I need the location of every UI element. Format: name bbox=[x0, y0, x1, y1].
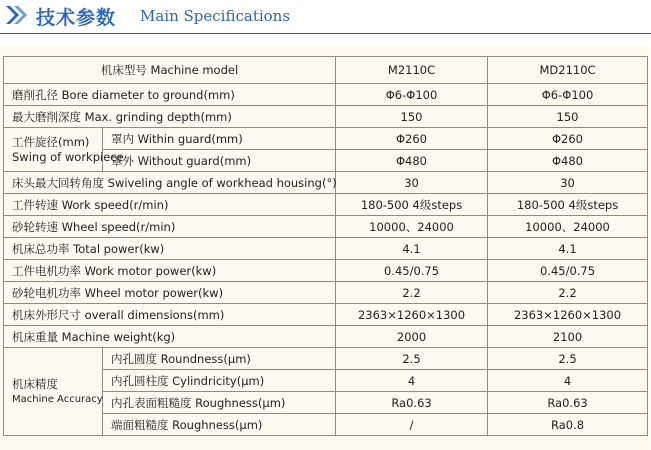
table-row bbox=[4, 106, 648, 128]
row-value-1: 0.45/0.75 bbox=[336, 260, 488, 282]
row-value-2: Φ260 bbox=[488, 128, 648, 150]
row-value-2: 4.1 bbox=[488, 238, 648, 260]
swing-group-cell bbox=[4, 128, 124, 172]
row-value-2: 4 bbox=[488, 370, 648, 392]
row-value-1: 180-500 4级steps bbox=[336, 194, 488, 216]
row-value-1: Ra0.63 bbox=[336, 392, 488, 414]
double-chevron-right-icon bbox=[4, 3, 30, 27]
row-value-2: 2.2 bbox=[488, 282, 648, 304]
swing-group-en: Swing of workpiece bbox=[12, 149, 124, 164]
table-row bbox=[4, 172, 648, 194]
page-title-en: Main Specifications bbox=[140, 7, 291, 25]
header-label: 机床型号 Machine model bbox=[4, 57, 336, 84]
row-value-1: 2363×1260×1300 bbox=[336, 304, 488, 326]
row-value-2: 2363×1260×1300 bbox=[488, 304, 648, 326]
table-row bbox=[4, 326, 648, 348]
row-label: 内孔表面粗糙度 Roughness(μm) bbox=[103, 392, 336, 414]
row-value-2: 2.5 bbox=[488, 348, 648, 370]
table-row bbox=[4, 304, 648, 326]
table-row bbox=[4, 238, 648, 260]
row-label: 罩内 Within guard(mm) bbox=[103, 128, 336, 150]
row-value-1: 2.2 bbox=[336, 282, 488, 304]
row-value-1: 2000 bbox=[336, 326, 488, 348]
spec-sheet bbox=[0, 46, 650, 450]
row-value-1: 10000、24000 bbox=[336, 216, 488, 238]
row-label: 罩外 Without guard(mm) bbox=[103, 150, 336, 172]
table-row bbox=[4, 260, 648, 282]
row-label: 机床重量 Machine weight(kg) bbox=[4, 326, 336, 348]
spec-table bbox=[3, 56, 648, 436]
accuracy-group-cell bbox=[4, 348, 103, 436]
row-value-1: 30 bbox=[336, 172, 488, 194]
row-value-1: 4 bbox=[336, 370, 488, 392]
table-header-row bbox=[4, 57, 648, 84]
page-title-zh: 技术参数 bbox=[36, 7, 117, 29]
row-value-2: 10000、24000 bbox=[488, 216, 648, 238]
row-label: 内孔圆度 Roundness(μm) bbox=[103, 348, 336, 370]
row-value-1: Φ6-Φ100 bbox=[336, 84, 488, 106]
row-value-1: 4.1 bbox=[336, 238, 488, 260]
header-model-2: MD2110C bbox=[488, 57, 648, 84]
table-row bbox=[4, 216, 648, 238]
row-value-2: Ra0.63 bbox=[488, 392, 648, 414]
page-header bbox=[0, 0, 651, 34]
row-value-2: Φ480 bbox=[488, 150, 648, 172]
row-value-1: 2.5 bbox=[336, 348, 488, 370]
header-divider bbox=[0, 33, 651, 34]
accuracy-group-zh: 机床精度 bbox=[12, 376, 58, 391]
accuracy-group-en: Machine Accuracy bbox=[12, 393, 103, 405]
row-value-2: 150 bbox=[488, 106, 648, 128]
row-value-1: Φ480 bbox=[336, 150, 488, 172]
row-label: 端面粗糙度 Roughness(μm) bbox=[103, 414, 336, 436]
table-row bbox=[4, 348, 648, 370]
row-value-2: 30 bbox=[488, 172, 648, 194]
row-value-2: Ra0.8 bbox=[488, 414, 648, 436]
row-label: 工件电机功率 Work motor power(kw) bbox=[4, 260, 336, 282]
row-value-2: 2100 bbox=[488, 326, 648, 348]
row-label: 最大磨削深度 Max. grinding depth(mm) bbox=[4, 106, 336, 128]
swing-group-zh: 工件旋径(mm) bbox=[12, 134, 90, 149]
table-row bbox=[4, 84, 648, 106]
row-label: 床头最大回转角度 Swiveling angle of workhead housing(°) bbox=[4, 172, 336, 194]
row-value-1: 150 bbox=[336, 106, 488, 128]
row-value-1: / bbox=[336, 414, 488, 436]
row-value-2: 180-500 4级steps bbox=[488, 194, 648, 216]
table-row bbox=[4, 194, 648, 216]
row-label: 内孔圆柱度 Cylindricity(μm) bbox=[103, 370, 336, 392]
row-value-1: Φ260 bbox=[336, 128, 488, 150]
row-label: 机床总功率 Total power(kw) bbox=[4, 238, 336, 260]
row-value-2: 0.45/0.75 bbox=[488, 260, 648, 282]
row-label: 砂轮电机功率 Wheel motor power(kw) bbox=[4, 282, 336, 304]
header-model-1: M2110C bbox=[336, 57, 488, 84]
row-label: 砂轮转速 Wheel speed(r/min) bbox=[4, 216, 336, 238]
row-value-2: Φ6-Φ100 bbox=[488, 84, 648, 106]
row-label: 磨削孔径 Bore diameter to ground(mm) bbox=[4, 84, 336, 106]
table-row bbox=[4, 128, 648, 150]
row-label: 机床外形尺寸 overall dimensions(mm) bbox=[4, 304, 336, 326]
table-row bbox=[4, 282, 648, 304]
row-label: 工件转速 Work speed(r/min) bbox=[4, 194, 336, 216]
